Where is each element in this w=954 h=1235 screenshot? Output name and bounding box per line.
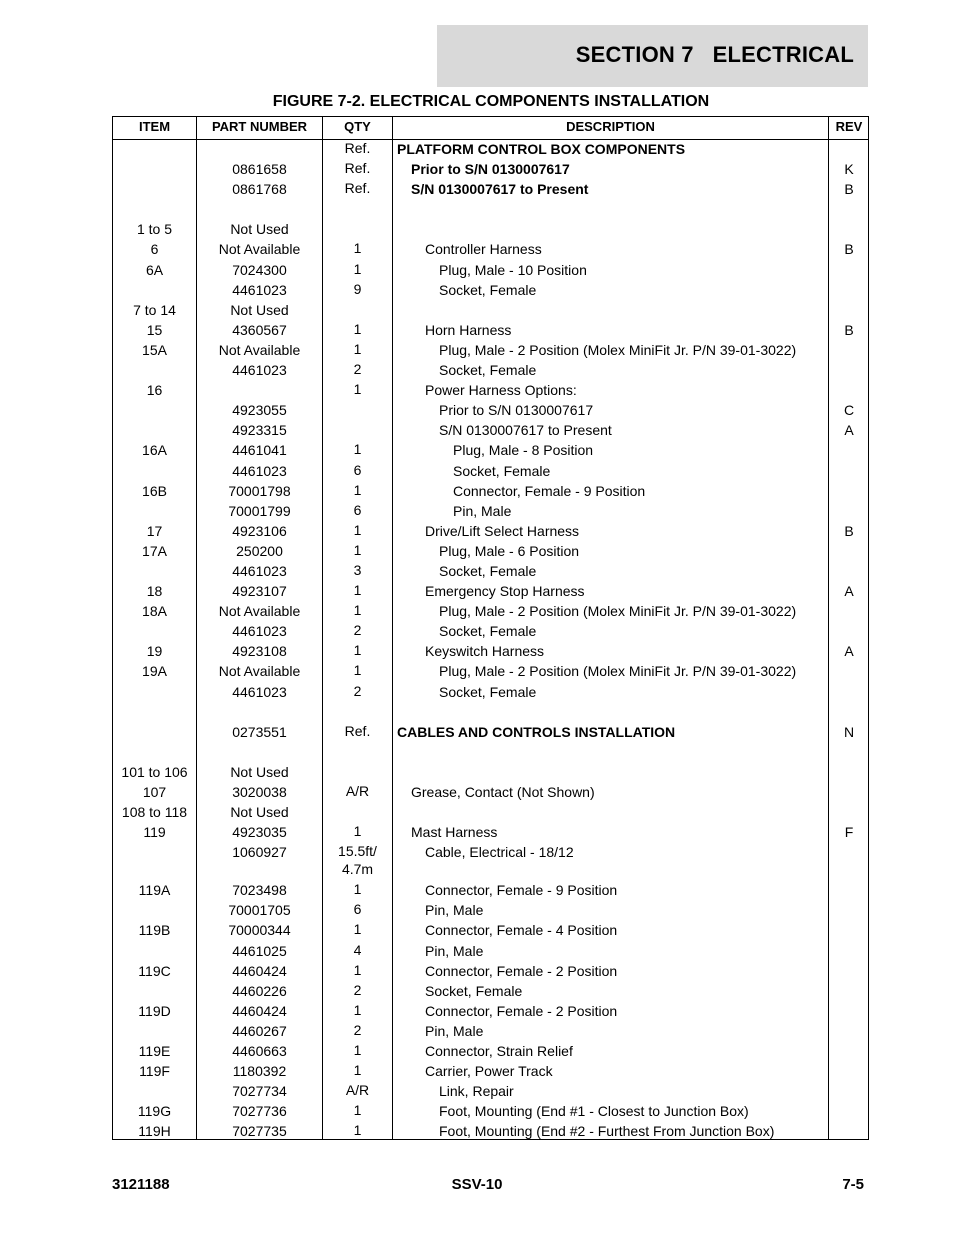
part-number-cell: 4923055 — [232, 402, 287, 419]
blank-row — [113, 702, 868, 722]
table-row — [113, 581, 868, 601]
description-cell: Plug, Male - 8 Position — [453, 442, 594, 459]
description-cell: Prior to S/N 0130007617 — [439, 402, 594, 419]
part-number-cell: 1180392 — [232, 1063, 287, 1080]
table-row — [113, 1121, 868, 1141]
table-row — [113, 541, 868, 561]
footer-model: SSV-10 — [451, 1176, 503, 1193]
part-number-cell: 7027735 — [232, 1123, 287, 1140]
item-cell: 16 — [146, 382, 163, 399]
qty-cell: 6 — [353, 901, 362, 918]
part-number-cell: 4461023 — [232, 281, 287, 298]
table-row — [113, 239, 868, 259]
part-number-cell: 70001798 — [228, 482, 291, 499]
part-number-cell: 4923035 — [232, 824, 287, 841]
table-row — [113, 880, 868, 900]
table-row — [113, 1021, 868, 1041]
description-cell: Grease, Contact (Not Shown) — [411, 784, 595, 800]
part-number-cell: 4460424 — [232, 1002, 287, 1019]
item-cell: 119B — [138, 922, 171, 939]
table-row — [113, 461, 868, 481]
qty-cell: 1 — [353, 1122, 362, 1139]
table-body — [113, 139, 868, 1142]
rev-cell: B — [844, 321, 854, 338]
description-cell: Power Harness Options: — [425, 382, 577, 399]
qty-cell: 3 — [353, 561, 362, 578]
description-cell: Connector, Female - 2 Position — [425, 962, 618, 979]
table-row — [113, 159, 868, 179]
part-number-cell: 4460267 — [232, 1022, 287, 1039]
header-item: ITEM — [138, 119, 171, 134]
table-row — [113, 981, 868, 1001]
figure-title: FIGURE 7-2. ELECTRICAL COMPONENTS INSTALLATION — [272, 93, 710, 110]
item-cell: 16B — [142, 482, 167, 499]
part-number-cell: Not Used — [230, 763, 289, 780]
table-row — [113, 280, 868, 300]
table-row — [113, 621, 868, 641]
description-cell: Socket, Female — [439, 362, 537, 379]
rev-cell: A — [844, 422, 854, 439]
part-number-cell: 4461023 — [232, 462, 287, 479]
qty-cell: 1 — [353, 1062, 362, 1079]
description-cell: Socket, Female — [439, 562, 537, 579]
qty-cell: 1 — [353, 541, 362, 558]
table-row — [113, 641, 868, 661]
description-cell: Connector, Female - 9 Position — [425, 882, 618, 899]
item-cell: 18 — [146, 583, 163, 600]
table-header — [113, 117, 868, 140]
blank-row — [113, 199, 868, 219]
rev-cell: F — [844, 824, 854, 841]
part-number-cell: 4460226 — [232, 982, 287, 999]
qty-cell: 1 — [353, 1001, 362, 1018]
table-row — [113, 501, 868, 521]
part-number-cell: Not Used — [230, 221, 289, 238]
description-cell: Mast Harness — [411, 824, 498, 841]
qty-cell: 1 — [353, 521, 362, 538]
qty-cell: 1 — [353, 642, 362, 659]
description-cell: Foot, Mounting (End #2 - Furthest From Junction Box) — [439, 1123, 775, 1140]
description-cell: Socket, Female — [439, 683, 537, 700]
section-title: SECTION 7 ELECTRICAL — [575, 42, 854, 67]
qty-cell: A/R — [345, 1082, 370, 1099]
table-row — [113, 920, 868, 940]
description-cell: Connector, Strain Relief — [425, 1043, 573, 1060]
part-number-cell: 4923315 — [232, 422, 287, 439]
description-cell: Pin, Male — [425, 1022, 484, 1039]
qty-cell: 1 — [353, 881, 362, 898]
item-cell: 119H — [138, 1123, 171, 1140]
part-number-cell: 4460663 — [232, 1043, 287, 1060]
part-number-cell: Not Available — [218, 663, 301, 680]
qty-cell: A/R — [345, 783, 370, 799]
rev-cell: B — [844, 241, 854, 258]
parts-table — [112, 116, 869, 1140]
rev-cell: N — [843, 723, 855, 740]
table-row — [113, 682, 868, 702]
part-number-cell: 4923106 — [232, 522, 287, 539]
qty-cell: 1 — [353, 582, 362, 599]
qty-cell: 15.5ft/ 4.7m — [338, 843, 377, 878]
description-cell: Socket, Female — [425, 982, 523, 999]
header-qty: QTY — [344, 119, 371, 134]
part-number-cell: 4461023 — [232, 683, 287, 700]
qty-cell: 1 — [353, 961, 362, 978]
table-row — [113, 1001, 868, 1021]
part-number-cell: 4461023 — [232, 623, 287, 640]
item-cell: 19A — [142, 663, 167, 680]
description-cell: Connector, Female - 4 Position — [425, 922, 618, 939]
table-row — [113, 941, 868, 961]
part-number-cell: 4923108 — [232, 643, 287, 660]
table-row — [113, 561, 868, 581]
qty-cell: 2 — [353, 622, 362, 639]
item-cell: 108 to 118 — [121, 804, 188, 821]
item-cell: 16A — [142, 442, 167, 459]
item-cell: 6A — [145, 261, 164, 278]
part-number-cell: 1060927 — [232, 844, 287, 861]
description-cell: Prior to S/N 0130007617 — [411, 161, 570, 178]
table-row — [113, 1101, 868, 1121]
qty-cell: 1 — [353, 1102, 362, 1119]
qty-cell: 1 — [353, 823, 362, 840]
qty-cell: 1 — [353, 240, 362, 257]
part-number-cell: Not Available — [218, 241, 301, 258]
part-number-cell: 0861768 — [232, 181, 287, 198]
table-row — [113, 380, 868, 400]
qty-cell: 1 — [353, 260, 362, 277]
item-cell: 15A — [142, 341, 167, 358]
table-row — [113, 300, 868, 320]
part-number-cell: 4461023 — [232, 362, 287, 379]
item-cell: 17A — [142, 542, 167, 559]
rev-cell: A — [844, 643, 854, 660]
description-cell: Horn Harness — [425, 321, 512, 338]
qty-cell: 2 — [353, 981, 362, 998]
part-number-cell: 70000344 — [228, 922, 291, 939]
rev-cell: C — [843, 402, 855, 419]
description-cell: Cable, Electrical - 18/12 — [425, 844, 574, 861]
item-cell: 19 — [146, 643, 163, 660]
qty-cell: 6 — [353, 501, 362, 518]
table-row — [113, 400, 868, 420]
description-cell: Plug, Male - 2 Position (Molex MiniFit Jr. P/N 39-01-3022) — [439, 663, 797, 680]
table-row — [113, 340, 868, 360]
description-cell: Link, Repair — [439, 1083, 514, 1100]
description-cell: Drive/Lift Select Harness — [425, 522, 580, 539]
qty-cell: 9 — [353, 280, 362, 297]
item-cell: 7 to 14 — [133, 301, 176, 318]
qty-cell: 1 — [353, 381, 362, 398]
qty-cell: 2 — [353, 361, 362, 378]
part-number-cell: 3020038 — [232, 784, 287, 800]
item-cell: 119E — [138, 1043, 171, 1060]
description-cell: Foot, Mounting (End #1 - Closest to Junction Box) — [439, 1103, 749, 1120]
table-row — [113, 822, 868, 842]
qty-cell: Ref. — [344, 140, 371, 156]
part-number-cell: Not Available — [218, 603, 301, 620]
table-row — [113, 782, 868, 802]
rev-cell: A — [844, 583, 854, 600]
part-number-cell: 7023498 — [232, 882, 287, 899]
table-row — [113, 139, 868, 159]
description-cell: Controller Harness — [425, 241, 542, 258]
table-row — [113, 219, 868, 239]
part-number-cell: 70001705 — [228, 902, 291, 919]
part-number-cell: 7027734 — [232, 1083, 287, 1100]
part-number-cell: 4923107 — [232, 583, 287, 600]
part-number-cell: 250200 — [236, 542, 283, 559]
table-row — [113, 762, 868, 782]
table-row — [113, 1081, 868, 1101]
part-number-cell: 0273551 — [232, 723, 287, 740]
part-number-cell: Not Available — [218, 341, 301, 358]
item-cell: 107 — [142, 784, 167, 800]
part-number-cell: 4461025 — [232, 942, 287, 959]
qty-cell: 2 — [353, 1021, 362, 1038]
item-cell: 119F — [139, 1063, 170, 1080]
item-cell: 18A — [142, 603, 167, 620]
table-row — [113, 521, 868, 541]
description-cell: S/N 0130007617 to Present — [411, 181, 589, 198]
item-cell: 15 — [146, 321, 163, 338]
part-number-cell: 4360567 — [232, 321, 287, 338]
description-cell: Keyswitch Harness — [425, 643, 545, 660]
qty-cell: 1 — [353, 441, 362, 458]
qty-cell: 1 — [353, 340, 362, 357]
qty-cell: Ref. — [344, 160, 371, 177]
table-row — [113, 1061, 868, 1081]
table-row — [113, 360, 868, 380]
item-cell: 119C — [138, 962, 171, 979]
description-cell: Connector, Female - 9 Position — [453, 482, 646, 499]
description-cell: Pin, Male — [425, 942, 484, 959]
item-cell: 1 to 5 — [136, 221, 173, 238]
table-row — [113, 661, 868, 681]
description-cell: Socket, Female — [439, 623, 537, 640]
part-number-cell: 0861658 — [232, 161, 287, 178]
item-cell: 119D — [138, 1002, 171, 1019]
header-description: DESCRIPTION — [566, 119, 655, 134]
item-cell: 6 — [150, 241, 159, 258]
qty-cell: 2 — [353, 682, 362, 699]
qty-cell: Ref. — [344, 722, 371, 739]
table-row — [113, 722, 868, 742]
rev-cell: B — [844, 522, 854, 539]
qty-cell: 1 — [353, 662, 362, 679]
description-cell: Socket, Female — [439, 281, 537, 298]
description-cell: Connector, Female - 2 Position — [425, 1002, 618, 1019]
table-row — [113, 961, 868, 981]
section-header-band — [437, 25, 868, 87]
qty-cell: 4 — [353, 941, 362, 958]
item-cell: 119G — [137, 1103, 172, 1120]
description-cell: CABLES AND CONTROLS INSTALLATION — [397, 723, 676, 740]
qty-cell: 1 — [353, 320, 362, 337]
table-row — [113, 320, 868, 340]
footer-doc-number: 3121188 — [112, 1176, 170, 1193]
description-cell: Plug, Male - 6 Position — [439, 542, 580, 559]
qty-cell: 1 — [353, 602, 362, 619]
qty-cell: 1 — [353, 921, 362, 938]
description-cell: Pin, Male — [453, 502, 512, 519]
table-row — [113, 420, 868, 440]
description-cell: Plug, Male - 2 Position (Molex MiniFit Jr. P/N 39-01-3022) — [439, 603, 797, 620]
qty-cell: 6 — [353, 461, 362, 478]
description-cell: PLATFORM CONTROL BOX COMPONENTS — [397, 141, 686, 157]
blank-row — [113, 742, 868, 762]
part-number-cell: 4461023 — [232, 562, 287, 579]
rev-cell: K — [844, 161, 854, 178]
description-cell: Pin, Male — [425, 902, 484, 919]
rev-cell: B — [844, 181, 854, 198]
item-cell: 17 — [146, 522, 163, 539]
table-row — [113, 900, 868, 920]
table-row — [113, 179, 868, 199]
table-row — [113, 260, 868, 280]
table-row — [113, 440, 868, 460]
table-row — [113, 601, 868, 621]
description-cell: S/N 0130007617 to Present — [439, 422, 612, 439]
header-rev: REV — [835, 119, 863, 134]
part-number-cell: 4460424 — [232, 962, 287, 979]
part-number-cell: 7027736 — [232, 1103, 287, 1120]
description-cell: Plug, Male - 2 Position (Molex MiniFit Jr. P/N 39-01-3022) — [439, 341, 797, 358]
part-number-cell: 4461041 — [232, 442, 287, 459]
part-number-cell: 70001799 — [228, 502, 291, 519]
item-cell: 119A — [138, 882, 171, 899]
table-row — [113, 802, 868, 822]
item-cell: 119 — [143, 824, 166, 841]
item-cell: 101 to 106 — [121, 763, 188, 780]
table-row — [113, 842, 868, 880]
part-number-cell: 7024300 — [232, 261, 287, 278]
description-cell: Socket, Female — [453, 462, 551, 479]
part-number-cell: Not Used — [230, 804, 289, 821]
header-part-number: PART NUMBER — [211, 119, 308, 134]
qty-cell: 1 — [353, 481, 362, 498]
description-cell: Carrier, Power Track — [425, 1063, 553, 1080]
table-row — [113, 1041, 868, 1061]
qty-cell: Ref. — [344, 180, 371, 197]
table-row — [113, 481, 868, 501]
footer-page-number: 7-5 — [842, 1176, 864, 1193]
description-cell: Plug, Male - 10 Position — [439, 261, 587, 278]
part-number-cell: Not Used — [230, 301, 289, 318]
qty-cell: 1 — [353, 1042, 362, 1059]
description-cell: Emergency Stop Harness — [425, 583, 585, 600]
